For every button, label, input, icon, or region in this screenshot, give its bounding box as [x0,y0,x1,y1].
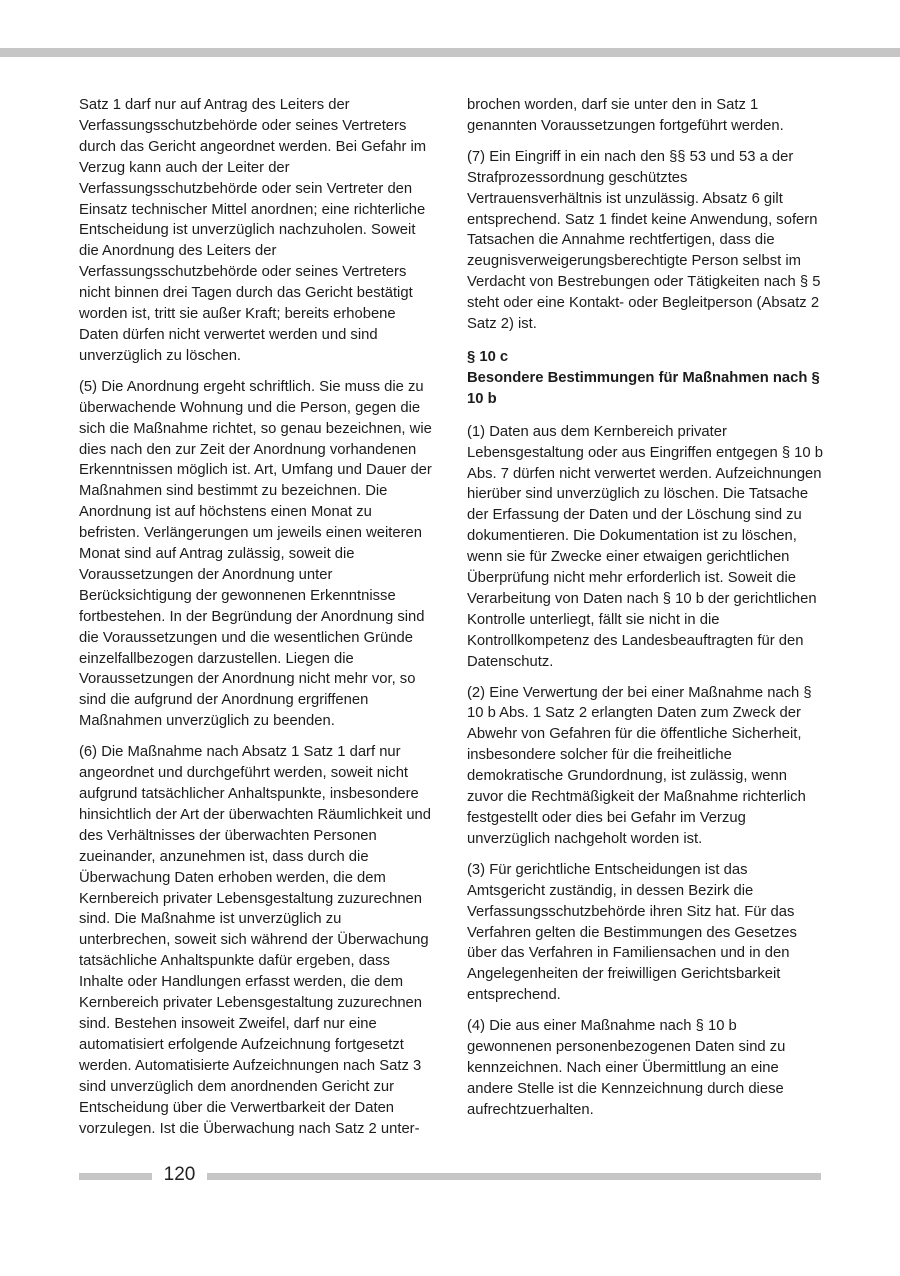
page-number: 120 [163,1164,196,1185]
footer-bar-right [207,1173,821,1180]
right-paragraph-2: (7) Ein Eingriff in ein nach den §§ 53 und 53 a der Strafprozessordnung geschütztes Vertrauensverhältnis ist unzulässig. Absatz 6 gilt entsprechend. Satz 1 findet keine Anwendung, sofern Tatsachen die Annahme rechtfertigen, dass die zeugnisverweigerungsberechtigte Person selbst im Verdacht von Bestrebungen oder Tätigkeiten nach § 5 steht oder eine Kontakt- oder Begleitperson (Absatz 2 Satz 2) ist. [467,148,821,333]
right-paragraph-4: (2) Eine Verwertung der bei einer Maßnahme nach § 10 b Abs. 1 Satz 2 erlangten Daten zum Zweck der Abwehr von Gefahren für die öffentliche Sicherheit, insbesondere solcher für die freiheitliche demokratische Grundordnung, ist zulässig, wenn zuvor die Rechtmäßigkeit der Maßnahme richterlich festgestellt oder dies bei Gefahr im Verzug unverzüglich nachgeholt worden ist. [467,684,812,847]
section-title: Besondere Bestimmungen für Maßnahmen nach § 10 b [467,369,820,407]
left-paragraph-2: (5) Die Anordnung ergeht schriftlich. Sie muss die zu überwachende Wohnung und die Person, gegen die sich die Maßnahme richtet, so genau bezeichnen, wie dies nach den zur Zeit der Anordnung vorhandenen Erkenntnissen möglich ist. Art, Umfang und Dauer der Maßnahmen sind bestimmt zu bezeichnen. Die Anordnung ist auf höchstens einen Monat zu befristen. Verlängerungen um jeweils einen weiteren Monat sind auf Antrag zulässig, soweit die Voraussetzungen der Anordnung unter Berücksichtigung der gewonnenen Erkenntnisse fortbestehen. In der Begründung der Anordnung sind die Voraussetzungen und die wesentlichen Gründe einzelfallbezogen darzustellen. Liegen die Voraussetzungen der Anordnung nicht mehr vor, so sind die aufgrund der Anordnung ergriffenen Maßnahmen unverzüglich zu beenden. [79,378,432,730]
right-paragraph-5: (3) Für gerichtliche Entscheidungen ist das Amtsgericht zuständig, in dessen Bezirk die Verfassungsschutzbehörde ihren Sitz hat. Für das Verfahren gelten die Bestimmungen des Gesetzes über das Verfahren in Familiensachen und in den Angelegenheiten der freiwilligen Gerichtsbarkeit entsprechend. [467,861,797,1004]
right-paragraph-1: brochen worden, darf sie unter den in Satz 1 genannten Voraussetzungen fortgeführt werden. [467,97,784,134]
right-column [467,95,823,1131]
section-heading [467,347,823,410]
left-paragraph-1: Satz 1 darf nur auf Antrag des Leiters der Verfassungsschutzbehörde oder seines Vertreters durch das Gericht angeordnet werden. Bei Gefahr im Verzug kann auch der Leiter der Verfassungsschutzbehörde oder sein Vertreter den Einsatz technischer Mittel anordnen; eine richterliche Entscheidung ist unverzüglich nachzuholen. Soweit die Anordnung des Leiters der Verfassungsschutzbehörde oder seines Vertreters nicht binnen drei Tagen durch das Gericht bestätigt worden ist, tritt sie außer Kraft; bereits erhobene Daten dürfen nicht verwertet werden und sind unverzüglich zu löschen. [79,97,427,364]
section-number: § 10 c [467,348,509,365]
left-column [79,95,432,1149]
footer-bar-left [79,1173,152,1180]
right-paragraph-6: (4) Die aus einer Maßnahme nach § 10 b gewonnenen personenbezogenen Daten sind zu kennzeichnen. Nach einer Übermittlung an eine andere Stelle ist die Kennzeichnung durch diese aufrechtzuerhalten. [467,1018,786,1118]
right-paragraph-3: (1) Daten aus dem Kernbereich privater Lebensgestaltung oder aus Eingriffen entgegen § 10 b Abs. 7 dürfen nicht verwertet werden. Aufzeichnungen hierüber sind unverzüglich zu löschen. Die Tatsache der Erfassung der Daten und der Löschung sind zu dokumentieren. Die Dokumentation ist zu löschen, wenn sie für Zwecke einer etwaigen gerichtlichen Überprüfung nicht mehr erforderlich ist. Soweit die Verarbeitung von Daten nach § 10 b der gerichtlichen Kontrolle unterliegt, fällt sie nicht in die Kontrollkompetenz des Landesbeauftragten für den Datenschutz. [467,423,823,670]
left-paragraph-3: (6) Die Maßnahme nach Absatz 1 Satz 1 darf nur angeordnet und durchgeführt werden, soweit nicht aufgrund tatsächlicher Anhaltspunkte, insbesondere hinsichtlich der Art der überwachten Räumlichkeit und des Verhältnisses der überwachten Personen zueinander, anzunehmen ist, dass durch die Überwachung Daten erhoben werden, die dem Kernbereich privater Lebensgestaltung zuzurechnen sind. Die Maßnahme ist unverzüglich zu unterbrechen, soweit sich während der Überwachung tatsächliche Anhaltspunkte dafür ergeben, dass Inhalte oder Handlungen erfasst werden, die dem Kernbereich privater Lebensgestaltung zuzurechnen sind. Bestehen insoweit Zweifel, darf nur eine automatisiert erfolgende Aufzeichnung fortgesetzt werden. Automatisierte Aufzeichnungen nach Satz 3 sind unverzüglich dem anordnenden Gericht zur Entscheidung über die Verwertbarkeit der Daten vorzulegen. Ist die Überwachung nach Satz 2 unter- [79,744,432,1137]
top-decorative-bar [0,48,900,57]
